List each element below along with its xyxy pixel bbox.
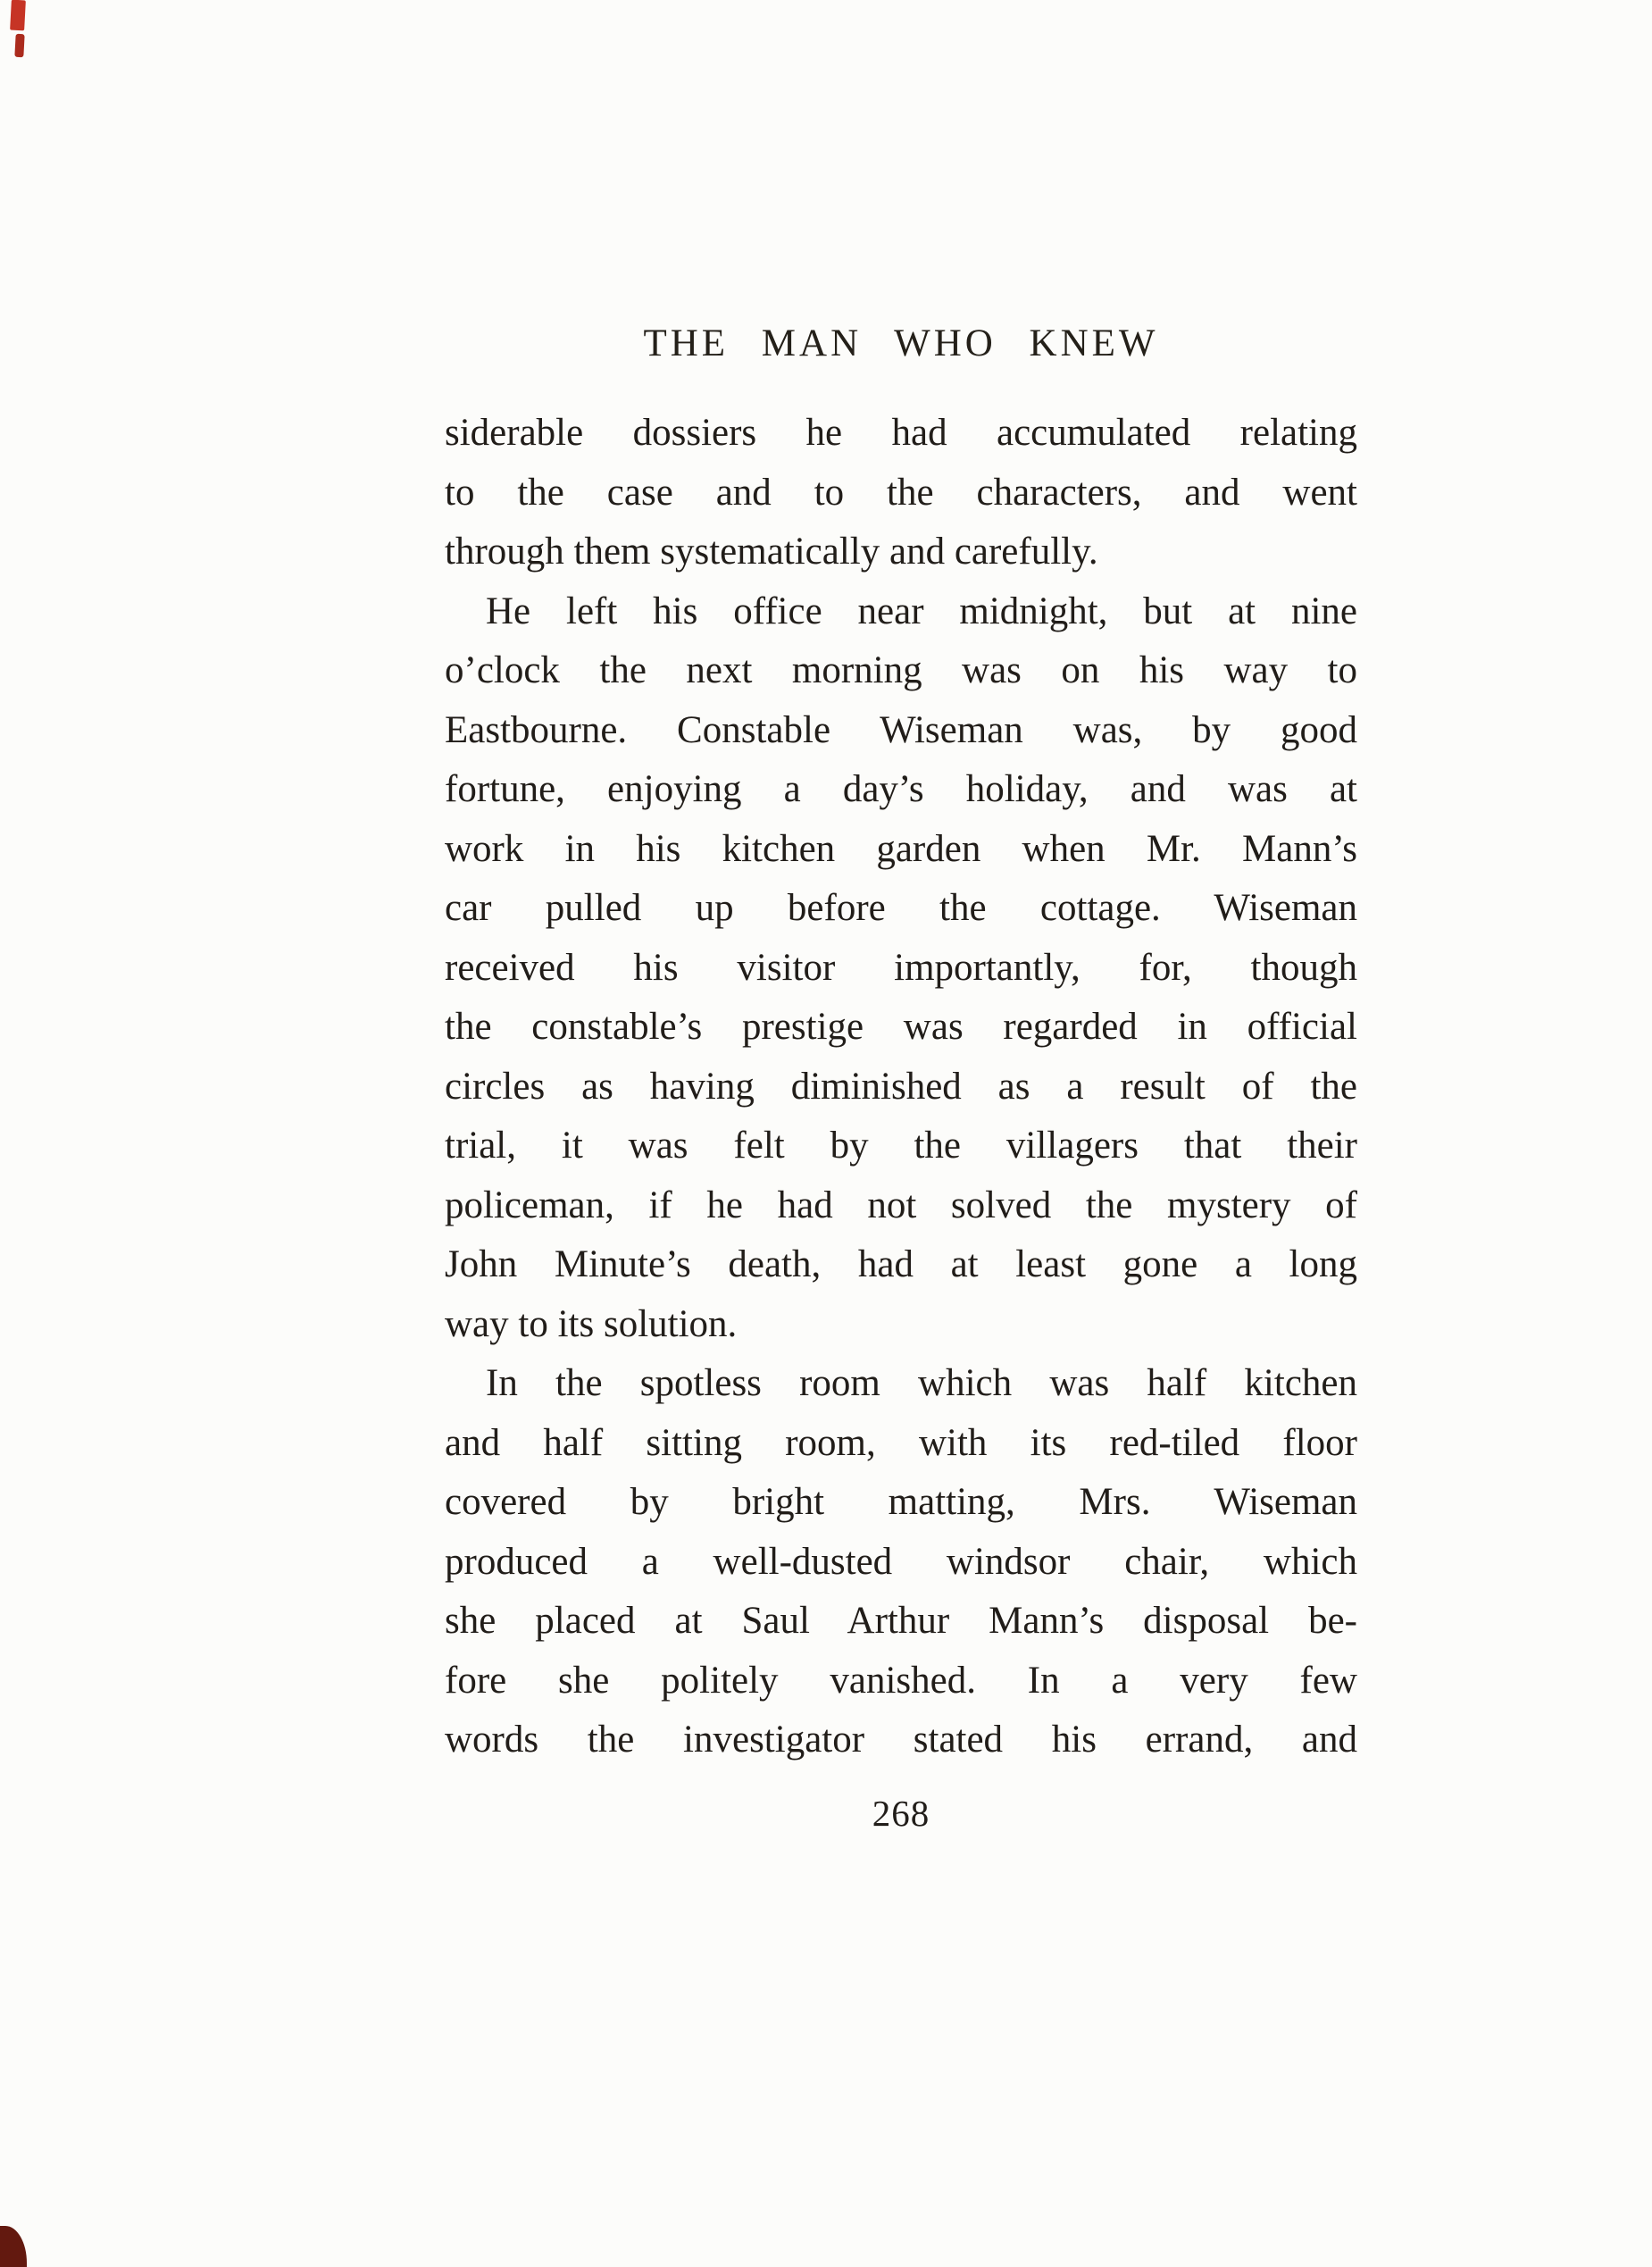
text-line: words the investigator stated his errand, and	[445, 1719, 1357, 1761]
text-line: car pulled up before the cottage. Wiseman	[445, 887, 1357, 929]
text-line: circles as having diminished as a result of the	[445, 1065, 1357, 1108]
text-line: through them systematically and carefully.	[445, 531, 1098, 573]
text-line: fore she politely vanished. In a very few	[445, 1659, 1357, 1702]
scan-artifact-bottom-left	[0, 2226, 27, 2267]
text-line: He left his office near midnight, but at nine	[486, 590, 1357, 632]
text-line: In the spotless room which was half kitchen	[486, 1362, 1357, 1404]
text-line: fortune, enjoying a day’s holiday, and was at	[445, 768, 1357, 810]
text-block	[445, 404, 1357, 1770]
text-line: Eastbourne. Constable Wiseman was, by good	[445, 708, 1357, 751]
text-line: o’clock the next morning was on his way to	[445, 649, 1357, 691]
text-line: to the case and to the characters, and went	[445, 471, 1357, 514]
text-line: work in his kitchen garden when Mr. Mann’s	[445, 827, 1357, 870]
text-line: received his visitor importantly, for, though	[445, 946, 1357, 989]
running-header: THE MAN WHO KNEW	[643, 322, 1159, 364]
text-line: and half sitting room, with its red-tiled floor	[445, 1421, 1357, 1464]
text-line: trial, it was felt by the villagers that their	[445, 1125, 1357, 1167]
text-line: covered by bright matting, Mrs. Wiseman	[445, 1481, 1357, 1523]
scan-artifact-top-left	[10, 0, 26, 30]
text-line: she placed at Saul Arthur Mann’s disposal be-	[445, 1600, 1357, 1642]
text-line: produced a well-dusted windsor chair, which	[445, 1540, 1357, 1583]
text-line: siderable dossiers he had accumulated relating	[445, 412, 1357, 454]
text-line: policeman, if he had not solved the mystery of	[445, 1184, 1357, 1226]
scan-artifact-top-left-lower	[14, 34, 24, 57]
text-line: the constable’s prestige was regarded in official	[445, 1006, 1357, 1048]
text-line: way to its solution.	[445, 1302, 738, 1345]
page-number: 268	[872, 1793, 930, 1834]
text-line: John Minute’s death, had at least gone a long	[445, 1243, 1357, 1285]
